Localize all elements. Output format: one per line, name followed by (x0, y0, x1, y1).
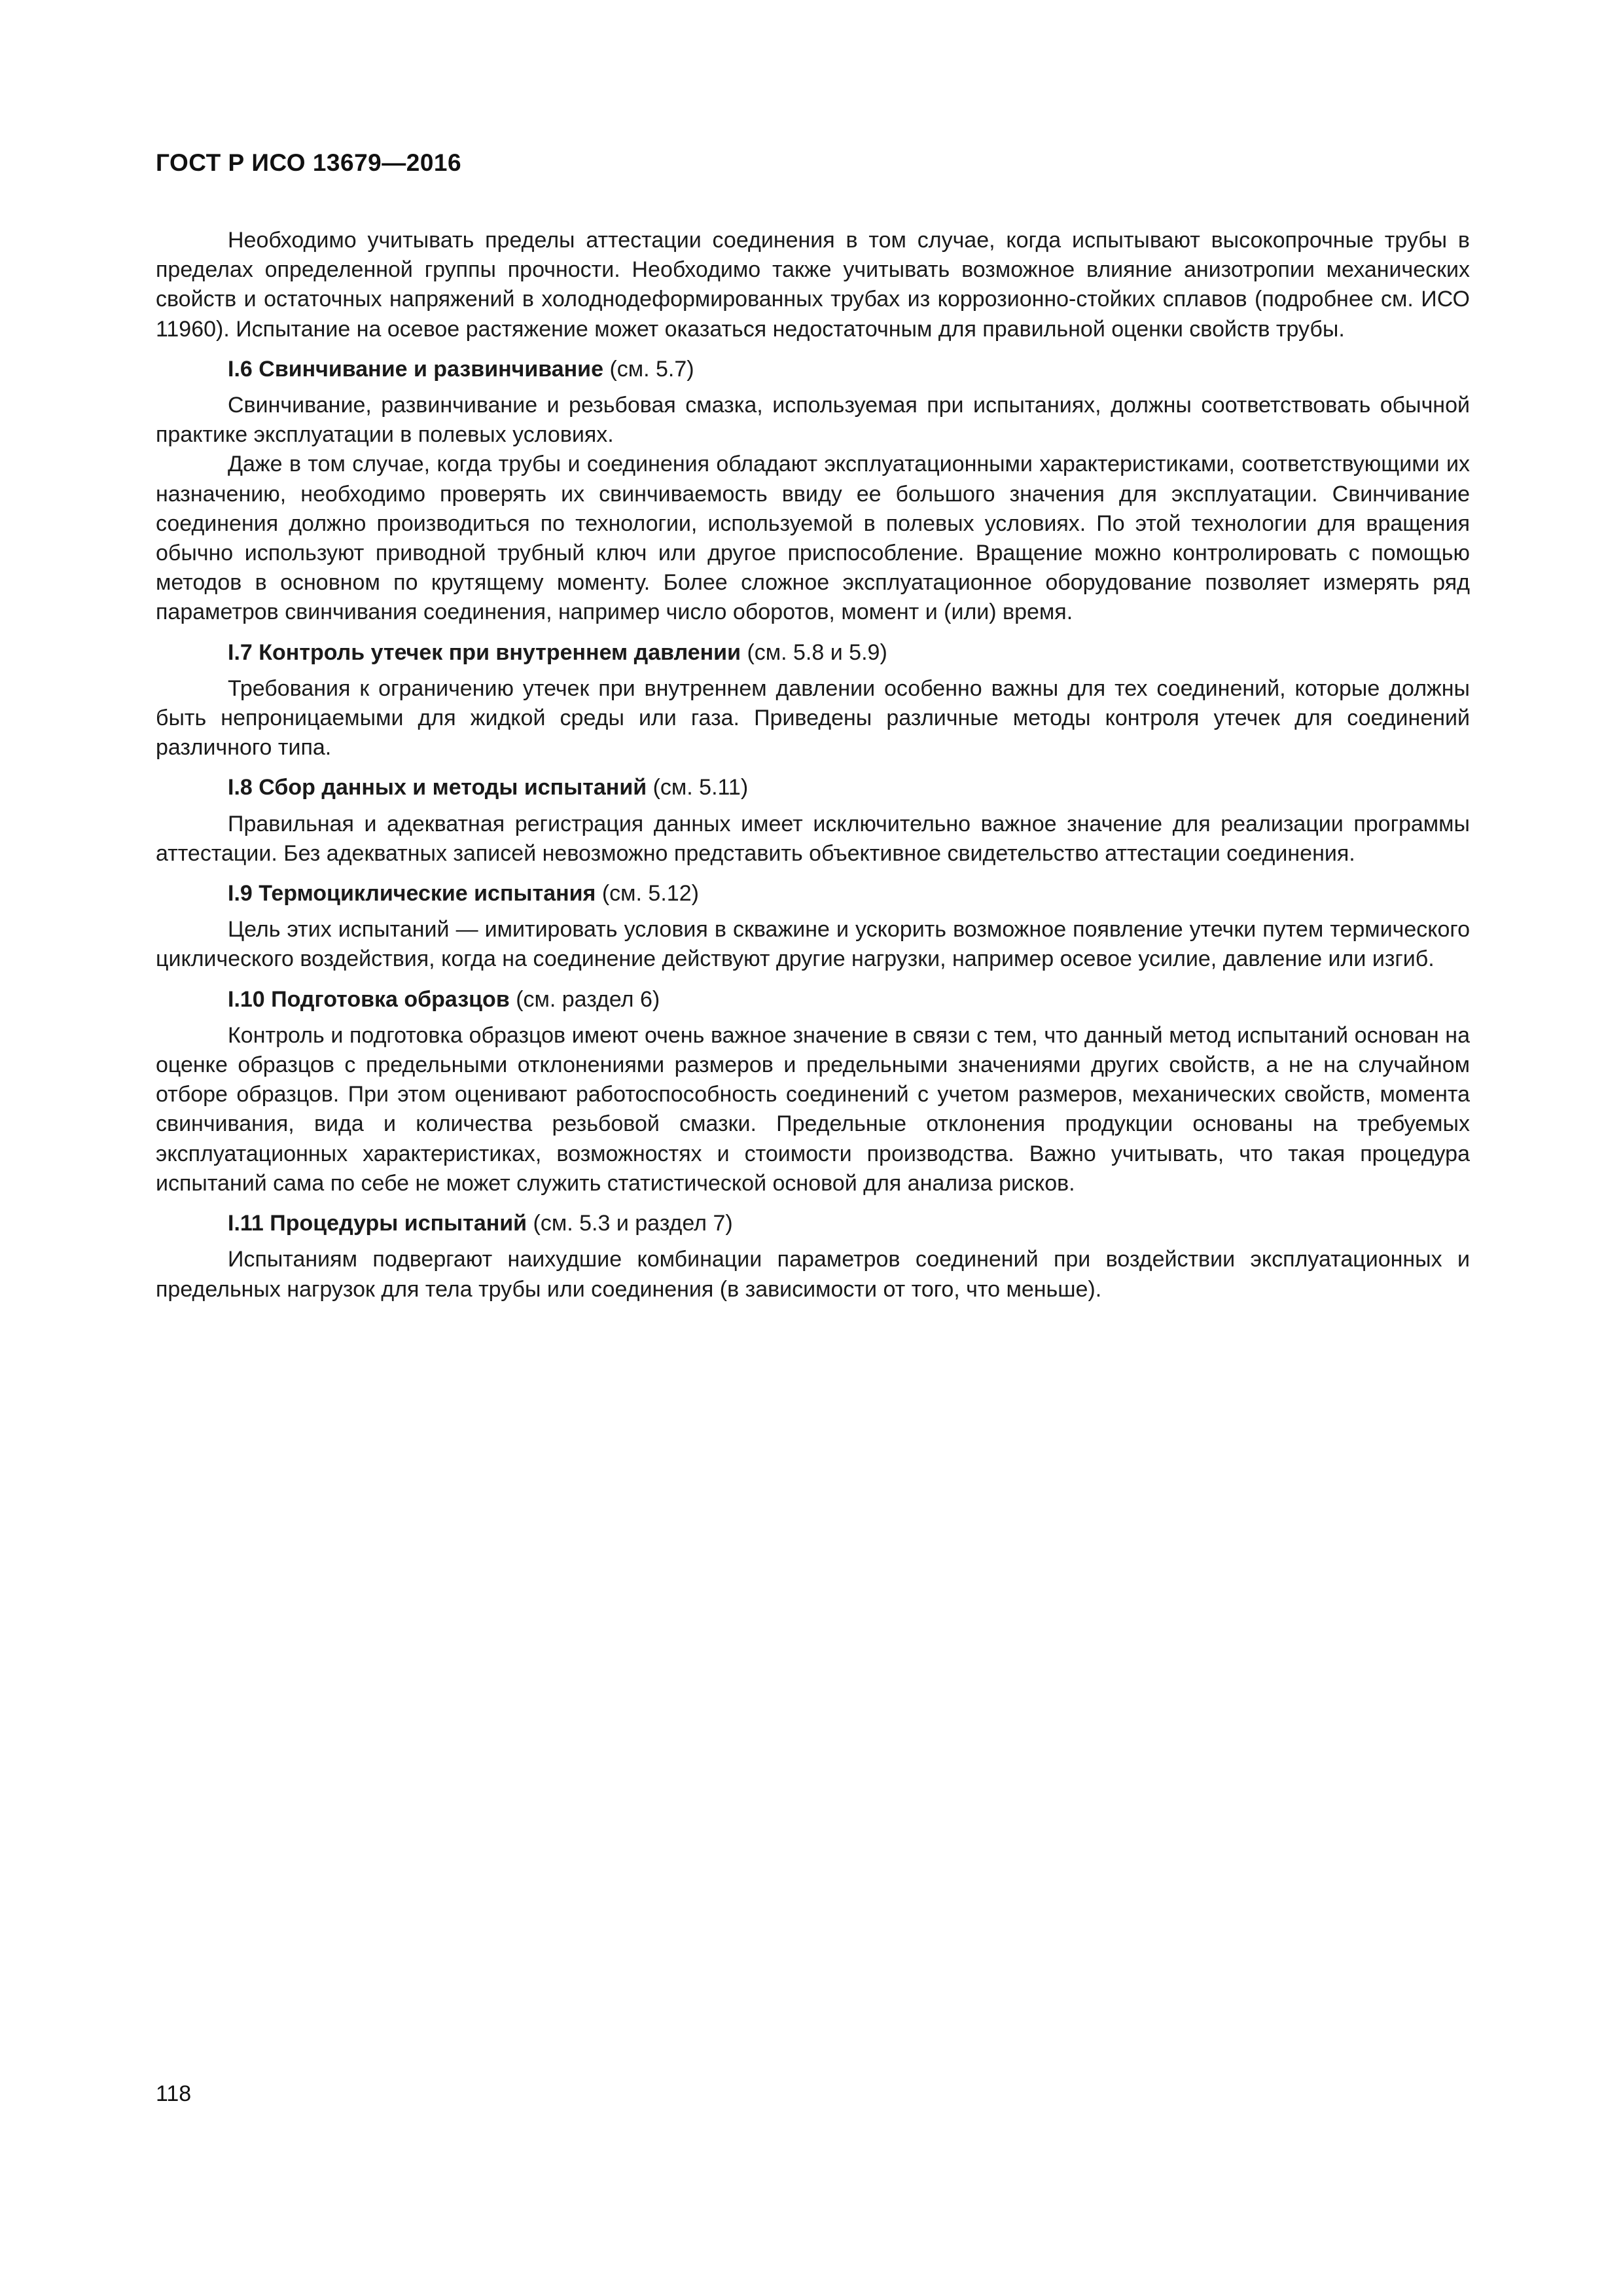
section-reference: (см. 5.8 и 5.9) (747, 639, 887, 665)
section-reference: (см. раздел 6) (516, 986, 660, 1012)
intro-paragraph: Необходимо учитывать пределы аттестации соединения в том случае, когда испытывают высокопрочные трубы в пределах определенной группы прочности. Необходимо также учитывать возможное влияние анизотропии механических свойств и остаточных напряжений в холоднодеформированных трубах из коррозионно-стойких сплавов (подробнее см. ИСО 11960). Испытание на осевое растяжение может оказаться недостаточным для правильной оценки свойств трубы. (156, 228, 1470, 342)
section-number: I.11 (228, 1211, 264, 1236)
section-reference: (см. 5.12) (601, 881, 699, 906)
section-paragraph: Правильная и адекватная регистрация данных имеет исключительно важное значение для реализации программы аттестации. Без адекватных записей невозможно представить объективное свидетельство аттестации соединения. (156, 811, 1470, 866)
section-reference: (см. 5.3 и раздел 7) (533, 1211, 733, 1236)
section-paragraph: Цель этих испытаний — имитировать условия в скважине и ускорить возможное появление утечки путем термического циклического воздействия, когда на соединение действуют другие нагрузки, например осевое усилие, давление или изгиб. (156, 917, 1470, 972)
section-i10 (156, 985, 1470, 1198)
section-i9 (156, 879, 1470, 975)
section-heading (156, 355, 1470, 384)
section-title: Подготовка образцов (271, 986, 510, 1012)
section-number: I.8 (228, 775, 253, 800)
section-paragraph: Контроль и подготовка образцов имеют очень важное значение в связи с тем, что данный метод испытаний основан на оценке образцов с предельными отклонениями размеров и предельными значениями других свойств, а не на случайном отборе образцов. При этом оценивают работоспособность соединений с учетом размеров, механических свойств, момента свинчивания, вида и количества резьбовой смазки. Предельные отклонения продукции основаны на требуемых эксплуатационных характеристиках, возможностях и стоимости производства. Важно учитывать, что такая процедура испытаний сама по себе не может служить статистической основой для анализа рисков. (156, 1022, 1470, 1196)
section-heading (156, 879, 1470, 908)
document-page (156, 0, 1470, 2296)
section-paragraph: Даже в том случае, когда трубы и соединения обладают эксплуатационными характеристиками, соответствующими их назначению, необходимо проверять их свинчиваемость ввиду ее большого значения для эксплуатации. Свинчивание соединения должно производиться по технологии, используемой в полевых условиях. По этой технологии для вращения обычно используют приводной трубный ключ или другое приспособление. Вращение можно контролировать с помощью методов в основном по крутящему моменту. Более сложное эксплуатационное оборудование позволяет измерять ряд параметров свинчивания соединения, например число оборотов, момент и (или) время. (156, 452, 1470, 625)
section-i11 (156, 1209, 1470, 1304)
section-paragraph: Требования к ограничению утечек при внутреннем давлении особенно важны для тех соединений, которые должны быть непроницаемыми для жидкой среды или газа. Приведены различные методы контроля утечек для соединений различного типа. (156, 675, 1470, 761)
section-i6 (156, 355, 1470, 628)
document-code-header: ГОСТ Р ИСО 13679—2016 (156, 149, 462, 176)
section-heading (156, 773, 1470, 802)
section-reference: (см. 5.7) (609, 356, 694, 382)
document-body (156, 226, 1470, 1304)
section-reference: (см. 5.11) (652, 775, 749, 800)
section-number: I.10 (228, 986, 265, 1012)
section-paragraph: Испытаниям подвергают наихудшие комбинации параметров соединений при воздействии эксплуатационных и предельных нагрузок для тела трубы или соединения (в зависимости от того, что меньше). (156, 1247, 1470, 1302)
section-i7 (156, 638, 1470, 763)
section-paragraph: Свинчивание, развинчивание и резьбовая смазка, используемая при испытаниях, должны соответствовать обычной практике эксплуатации в полевых условиях. (156, 393, 1470, 448)
section-heading (156, 985, 1470, 1014)
section-number: I.7 (228, 639, 253, 665)
section-title: Процедуры испытаний (270, 1211, 527, 1236)
section-number: I.9 (228, 881, 253, 906)
section-heading (156, 1209, 1470, 1238)
section-number: I.6 (228, 356, 253, 382)
section-title: Термоциклические испытания (259, 881, 596, 906)
section-i8 (156, 773, 1470, 869)
section-title: Сбор данных и методы испытаний (259, 775, 647, 800)
section-title: Контроль утечек при внутреннем давлении (259, 639, 741, 665)
section-title: Свинчивание и развинчивание (259, 356, 603, 382)
page-number: 118 (156, 2081, 192, 2106)
section-heading (156, 638, 1470, 668)
